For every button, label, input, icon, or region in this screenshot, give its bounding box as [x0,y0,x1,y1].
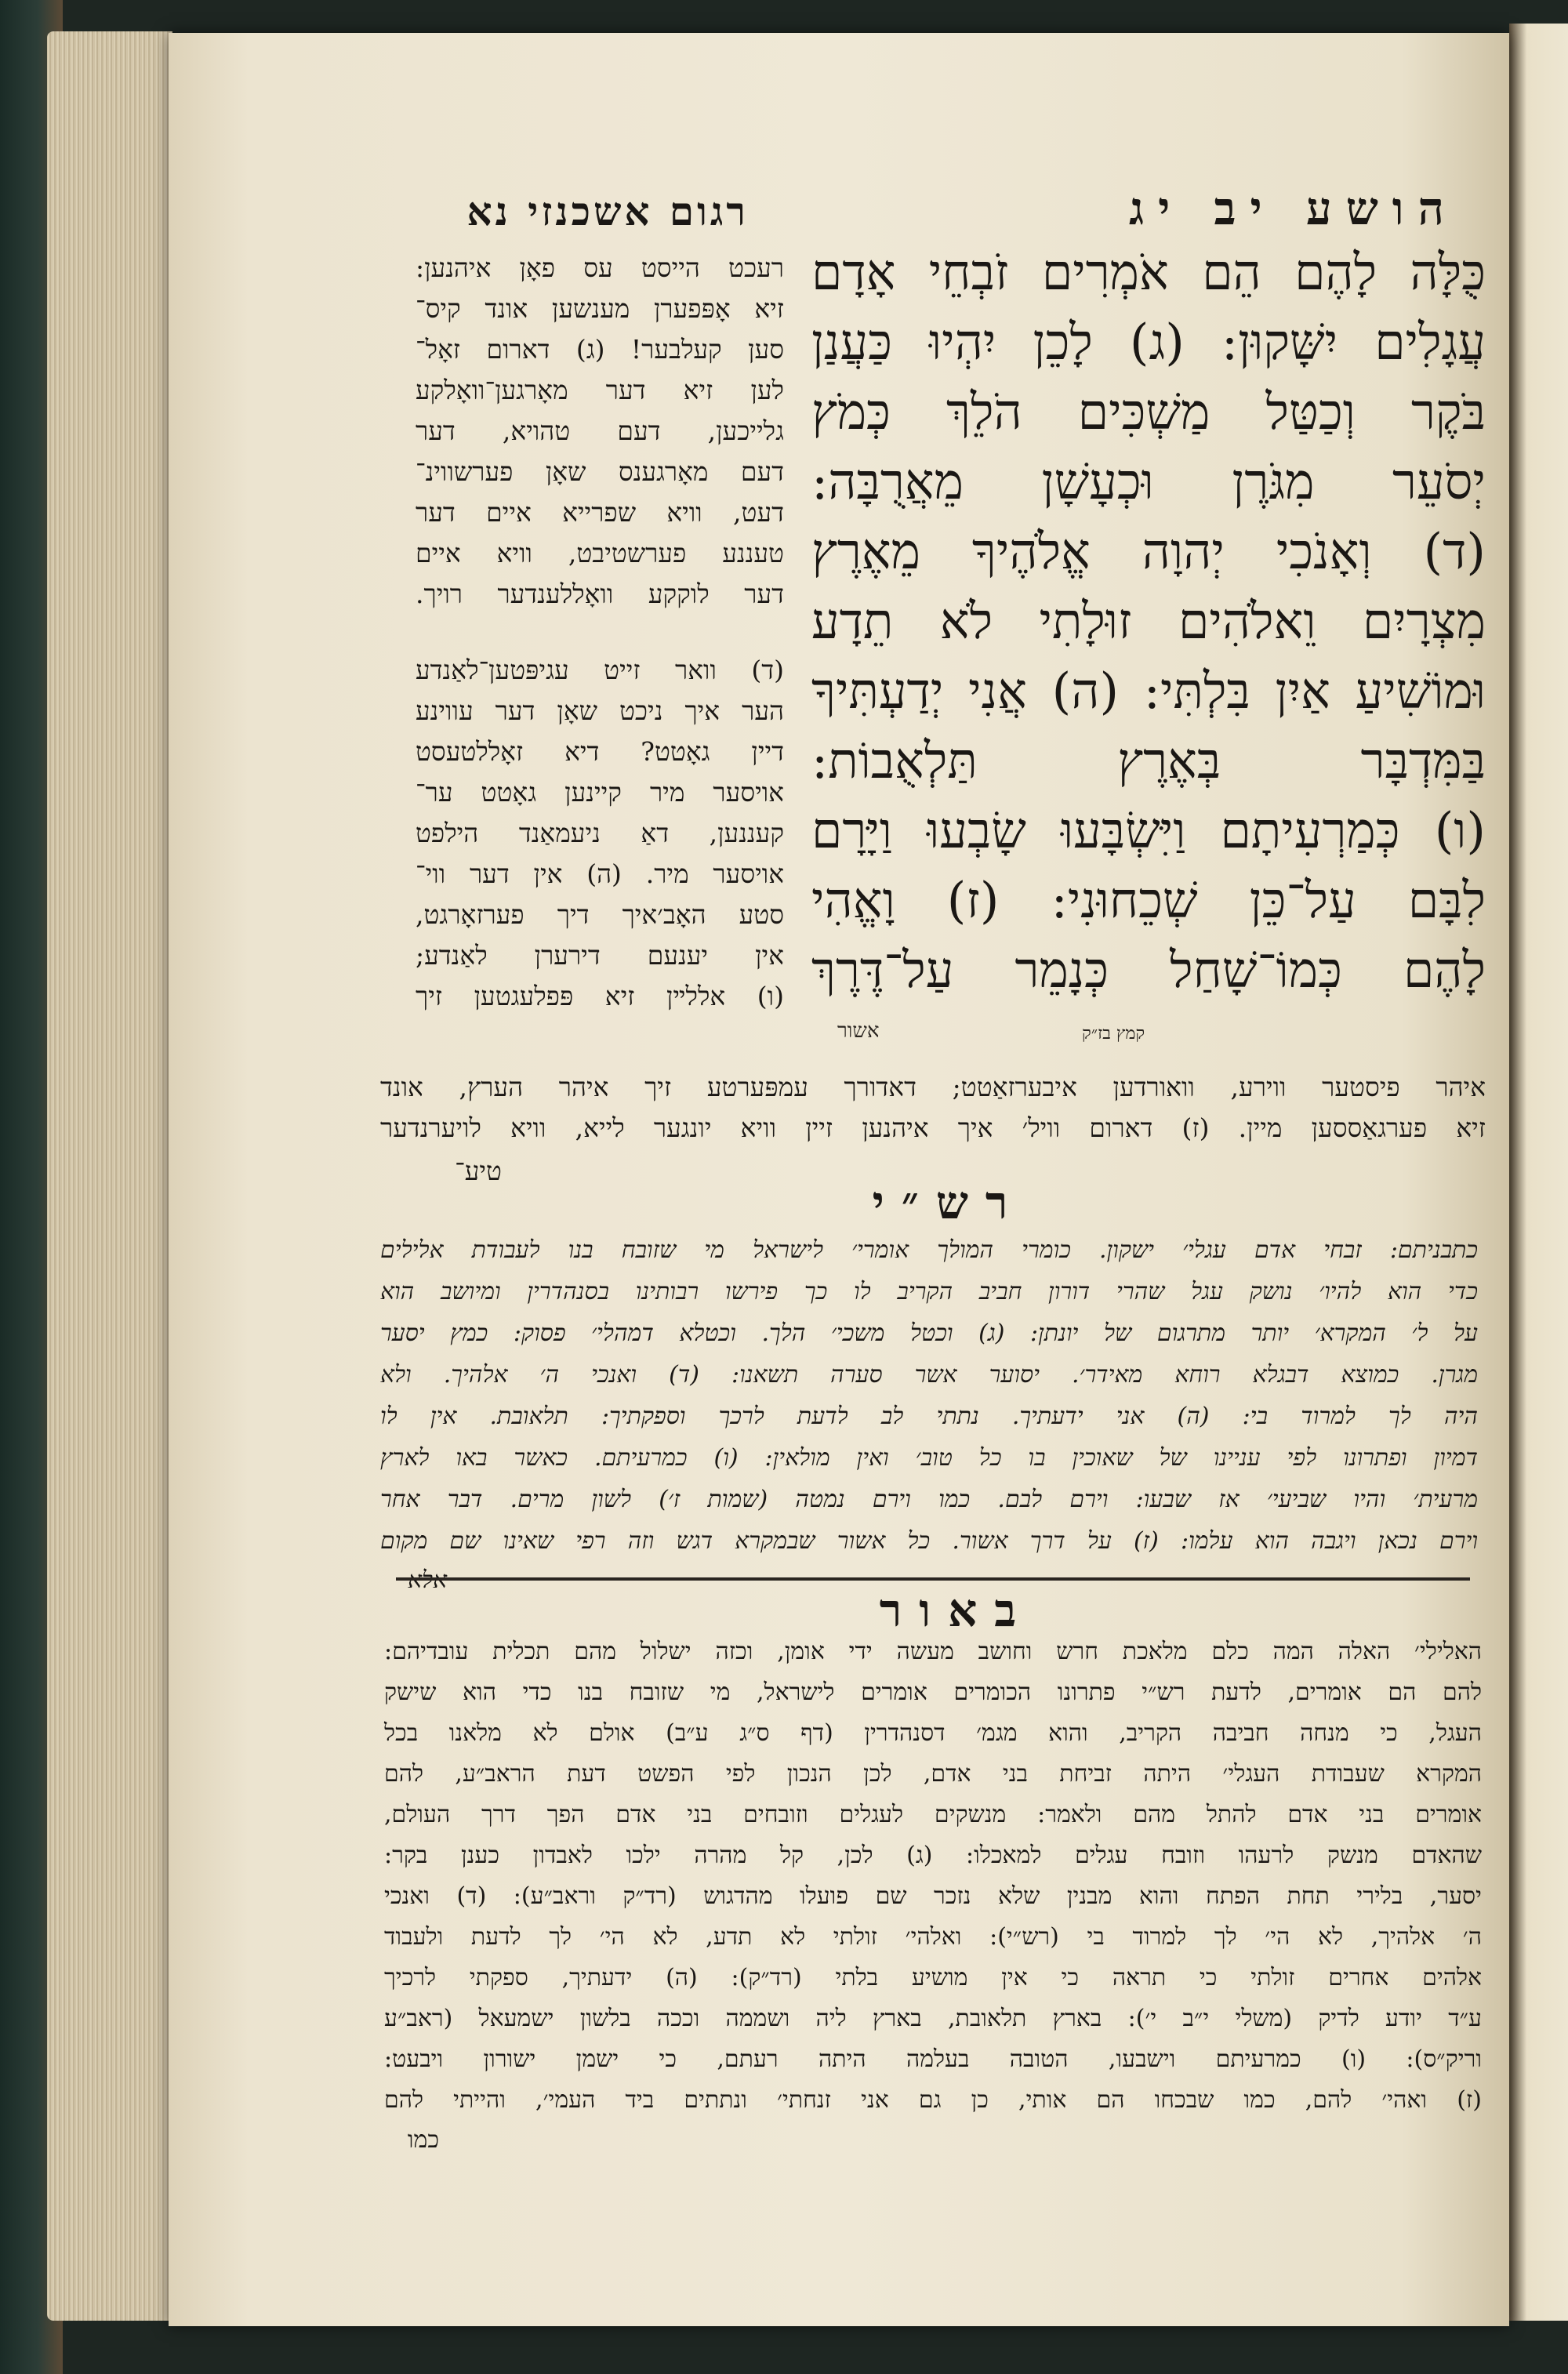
translation-line: דיין גאָטט? דיא זאָללטעסט [416,736,784,767]
page-header-translation: רגום אשכנזי נא [466,188,749,234]
hebrew-text-line: בַּמִּדְבָּר בְּאֶרֶץ תַּלְאֻבוֹת: [811,732,1486,790]
facing-page-edge [1509,24,1568,2321]
hebrew-text-line: לָהֶם כְּמוֹ־שָׁחַל כְּנָמֵר עַל־דֶּרֶךְ [811,942,1486,999]
margin-note-kamatz: קמץ בז״ק [1082,1024,1145,1044]
translation-line: גלייכען, דעם טהויא, דער [416,416,784,446]
translation-line: קעננען, דאַ ניעמאַנד הילפט [416,818,784,848]
page-header-chapter: הושע יב יג [1129,182,1458,235]
translation-line: סען קעלבער! (ג) דארום זאָל־ [416,334,784,365]
hebrew-text-line: מִצְרָיִם וֵאלֹהִים זוּלָתִי לֹא תֵדָע [811,593,1486,650]
biur-line: (ז) ואהי׳ להם, כמו שבכחו הם אותי, כן גם אני זנחתי׳ ונתתים ביד העמי׳, והייתי להם [384,2086,1482,2114]
biur-line: להם הם אומרים, לדעת רש״י פתרונו הכומרים אומרים לישראל, מי שזובח בנו כדי הוא שישק [384,1679,1482,1706]
hebrew-text-line: עֲגָלִים יִשָּׁקוּן: (ג) לָכֵן יִהְיוּ כַּעֲנַן [811,314,1486,371]
hebrew-text-line: יְסֹעֵר מִגֹּרֶן וּכְעָשָׁן מֵאֲרֻבָּה: [811,453,1486,510]
biur-line: אלהים אחרים זולתי כי תראה כי אין מושיע בלתי (רד״ק): (ה) ידעתיך, ספקתי לרכיך [384,1964,1482,1991]
translation-line: טעננע פערשטיבט, וויא איים [416,538,784,568]
biur-line: המקרא שעבודת העגלי׳ היתה זביחת בני אדם, לכן הנכון לפי הפשט דעת הראב״ע, להם [384,1760,1482,1788]
rashi-line: כדי הוא להיו׳ נושק עגל שהרי דורון חביב הקריב לו כך פירשו רבותינו בסנהדרין ומיושב הוא [380,1278,1478,1305]
translation-full-line: איהר פיסטער ווירע, וואורדען איבערזאַטט; דאדורך עמפּערטע זיך איהר הערץ, אונד [380,1072,1486,1102]
biur-line: וריק״ס): (ו) כמרעיתם וישבעו, הטובה בעלמה היתה רעתם, כי ישמן ישורון ויבעט: [384,2045,1482,2073]
biur-line: האלילי׳ האלה המה כלם מלאכת חרש וחושב מעשה ידי אומן, וכזה ישלול מהם תכלית עובדיהם: [384,1638,1482,1665]
section-divider [396,1577,1470,1581]
rashi-line: מרעית׳ והיו שביעי׳ אז שבעו: וירם לבם. כמו וירם נמטה (שמות ז׳) לשון מרים. דבר אחר [380,1486,1478,1513]
hebrew-text-line: כֻּלָּה לָהֶם הֵם אֹמְרִים זֹבְחֵי אָדָם [811,244,1486,301]
translation-line: אין יענעם דירערן לאַנדע; [416,940,784,971]
translation-line: (ו) אללײן זיא פּפלעגטען זיך [416,981,784,1011]
biur-line: ה׳ אלהיך, לא הי׳ לך למרוד בי (רש״י): ואלהי׳ זולתי לא תדע, לא הי׳ לך לדעת ולעבוד [384,1923,1482,1951]
translation-line: אויסער מיר קיינען גאָטט ער־ [416,777,784,808]
translation-line: דעט, וויא שפרייא איים דער [416,497,784,528]
rashi-line: דמיון ופתרונו לפי עניינו של שאוכין בו כל טוב׳ ואין מולאין: (ו) כמרעיתם. כאשר באו לארץ [380,1444,1478,1472]
page-block-edge [47,31,172,2321]
hebrew-text-line: בֹּקֶר וְכַטַּל מַשְׁכִּים הֹלֵךְ כְּמֹץ [811,383,1486,441]
biur-line: כמו [407,2126,439,2154]
translation-line: לען זיא דער מאָרגען־וואָלקע [416,375,784,405]
translation-line: (ד) וואר זייט עגיפּטען־לאַנדע [416,655,784,685]
biur-line: יסער, בלירי תחת הפתח והוא מבנין שלא נזכר שם פועלו מהדגוש (רד״ק וראב״ע): (ד) ואנכי [384,1882,1482,1910]
biur-line: אומרים בני אדם להתל מהם ולאמר: מנשקים לעגלים וזובחים בני אדם הפך דרך העולם, [384,1801,1482,1828]
translation-line: אויסער מיר. (ה) אין דער ווי־ [416,858,784,889]
translation-line: רעכט הייסט עס פאָן איהנען: [416,252,784,283]
biur-line: העגל, כי מנחה חביבה הקריב, והוא מגמ׳ דסנהדרין (דף ס״ג ע״ב) אולם לא מלאנו בכל [384,1719,1482,1747]
rashi-line: היה לך למרוד בי: (ה) אני ידעתיך. נתתי לב לדעת לרכך וספקתיך: תלאובת. אין לו [380,1403,1478,1430]
translation-line: זיא אָפּפערן מענשען אונד קיס־ [416,293,784,324]
hebrew-text-line: (ו) כְּמַרְעִיתָם וַיִּשְׂבָּעוּ שָׂבְעוּ וַיָּרָם [811,802,1486,859]
rashi-line: מגרן. כמוצא דבגלא רוחא מאידר׳. יסוער אשר סערה תשאנו: (ד) ואנכי ה׳ אלהיך. ולא [380,1361,1478,1388]
hebrew-text-line: (ד) וְאָנֹכִי יְהוָה אֱלֹהֶיךָ מֵאֶרֶץ [811,523,1486,580]
translation-line: דער לוקקע וואָללענדער רויך. [416,579,784,609]
hebrew-text-line: וּמוֹשִׁיעַ אַיִן בִּלְתִּי: (ה) אֲנִי יְדַעְתִּיךָ [811,662,1486,720]
margin-note-ashur: אשור [837,1019,880,1043]
translation-line: סטע האָב׳איך דיך פערזאָרגט, [416,899,784,930]
translation-full-line: זיא פערגאַססען מיין. (ז) דארום וויל׳ איך איהנען זיין וויא יונגער לייא, וויא לויערנדער [380,1113,1486,1143]
rashi-title: רש״י [872,1176,1025,1229]
biur-line: ע״ד יודע לדיק (משלי י״ב י׳): בארץ תלאובת, בארץ ליה ושממה וככה בלשון ישמעאל (ראב״ע [384,2005,1482,2032]
hebrew-text-line: לִבָּם עַל־כֵּן שְׁכֵחוּנִי: (ז) וָאֱהִי [811,872,1486,929]
translation-line: הער איך ניכט שאָן דער עווינע [416,695,784,726]
biur-title: באור [879,1584,1034,1637]
rashi-line: על ל׳ המקרא׳ יותר מתרגום של יונתן: (ג) וכטל משכי׳ הלך. וכטלא דמהלי׳ פסוק: כמץ יסער [380,1319,1478,1347]
translation-full-line: טיע־ [455,1156,502,1186]
rashi-line: כתבניתם: זבחי אדם עגלי׳ ישקון. כומרי המולך אומרי׳ לישראל מי שזובח בנו לעבודת אלילים [380,1236,1478,1264]
rashi-line: וירם נכאן ויגבה הוא עלמו: (ז) על דרך אשור. כל אשור שבמקרא דגש וזה רפי שאינו שם מקום [380,1527,1478,1555]
translation-line: דעם מאָרגענס שאָן פערשווינ־ [416,456,784,487]
biur-line: שהאדם מנשק לרעהו וזובח עגלים למאכלו: (ג) לכן, קל מהרה ילכו לאבדון כענן בקר: [384,1842,1482,1869]
